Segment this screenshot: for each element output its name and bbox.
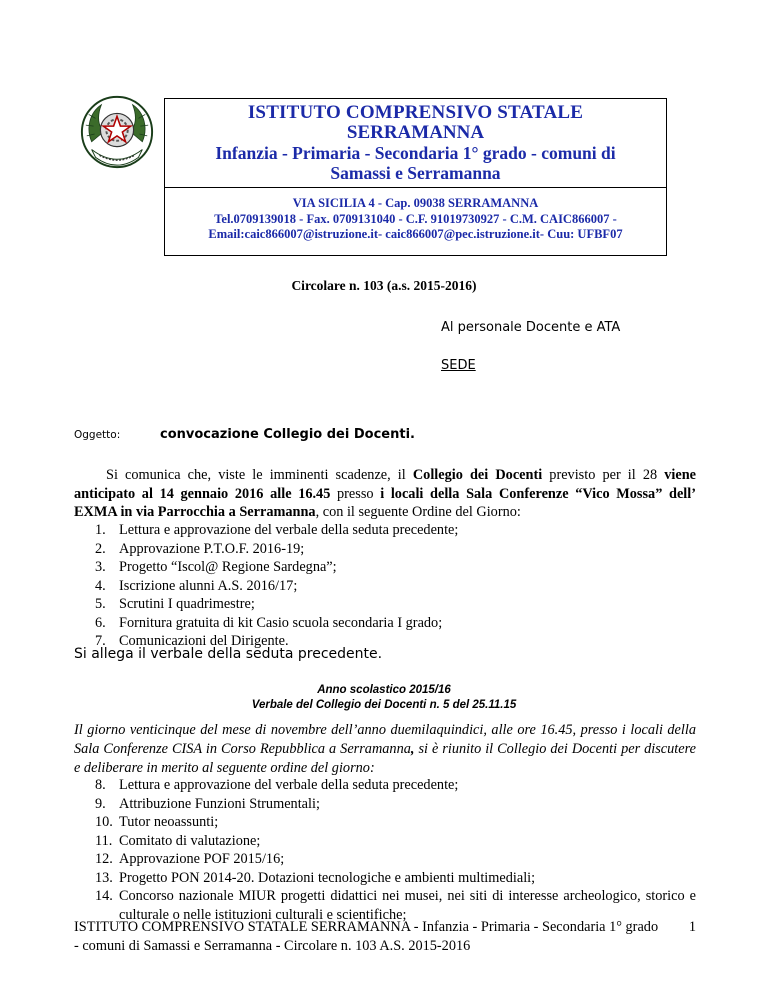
attachment-note: Si allega il verbale della seduta precedente. xyxy=(74,646,383,662)
oggetto-text: convocazione Collegio dei Docenti. xyxy=(160,427,415,442)
verbale-year: Anno scolastico 2015/16 xyxy=(317,684,451,696)
list-item: 2. Approvazione P.T.O.F. 2016-19; xyxy=(95,540,305,557)
list-item: 11. Comitato di valutazione; xyxy=(95,832,261,849)
p1-location: i locali della Sala Conferenze “Vico Mossa” dell’ EXMA in via Parrocchia a Serramanna xyxy=(74,485,696,520)
school-levels-line: Infanzia - Primaria - Secondaria 1° grado - comuni di xyxy=(215,143,616,163)
circolare-number: Circolare n. 103 (a.s. 2015-2016) xyxy=(291,278,477,293)
list-item: 4. Iscrizione alunni A.S. 2016/17; xyxy=(95,577,298,594)
list-item: 9. Attribuzione Funzioni Strumentali; xyxy=(95,795,320,812)
footer-text: ISTITUTO COMPRENSIVO STATALE SERRAMANNA - Infanzia - Primaria - Secondaria 1° grado - comuni di Samassi e Serramanna - Circolare n. 103 A.S. 2015-2016 xyxy=(74,919,659,954)
p1-collegio: Collegio dei Docenti xyxy=(412,467,543,483)
list-item: 8. Lettura e approvazione del verbale della seduta precedente; xyxy=(95,777,459,793)
list-item: 14. Concorso nazionale MIUR progetti didattici nei musei, nei siti di interesse archeologico, storico e culturale o nelle istituzioni culturali e scientifiche; xyxy=(95,888,696,923)
school-header xyxy=(164,98,667,256)
p1-text-g: , con il seguente Ordine del Giorno: xyxy=(315,504,521,520)
list-item: 5. Scrutini I quadrimestre; xyxy=(95,596,255,612)
list-item: 6. Fornitura gratuita di kit Casio scuola secondaria I grado; xyxy=(95,614,443,631)
school-emails: Email:caic866007@istruzione.it- caic866007@pec.istruzione.it- Cuu: UFBF07 xyxy=(208,227,623,241)
list-item: 1. Lettura e approvazione del verbale della seduta precedente; xyxy=(95,522,459,538)
school-phone-codes: Tel.0709139018 - Fax. 0709131040 - C.F. 91019730927 - C.M. CAIC866007 - xyxy=(214,211,617,226)
list-item: 7. Comunicazioni del Dirigente. xyxy=(95,633,289,649)
convocation-paragraph xyxy=(74,466,696,522)
list-item: 13. Progetto PON 2014-20. Dotazioni tecnologiche e ambienti multimediali; xyxy=(95,869,536,886)
p1-text-e: presso xyxy=(330,485,381,502)
verbale-agenda-list xyxy=(95,776,696,924)
oggetto-label: Oggetto: xyxy=(74,429,121,441)
recipient-line: Al personale Docente e ATA xyxy=(441,320,621,335)
verbale-number: Verbale del Collegio dei Docenti n. 5 del 25.11.15 xyxy=(251,699,517,711)
school-name-line1: ISTITUTO COMPRENSIVO STATALE xyxy=(247,102,584,123)
verbale-title xyxy=(0,683,768,713)
italian-republic-emblem-icon xyxy=(78,93,156,171)
sede-line: SEDE xyxy=(441,358,476,373)
p1-date: viene anticipato al 14 gennaio 2016 alle 16.45 xyxy=(74,467,696,502)
school-contacts-block xyxy=(165,188,666,243)
verbale-intro: Il giorno venticinque del mese di novembre dell’anno duemilaquindici, alle ore 16.45, presso i locali della Sala Conferenze CISA in Corso Repubblica a Serramanna, si è riunito il Collegio dei Docenti per discutere e deliberare in merito al seguente ordine del giorno: xyxy=(74,722,696,776)
page-footer xyxy=(74,918,696,955)
p1-text-c: previsto per il 28 xyxy=(542,467,665,483)
agenda-list xyxy=(95,521,458,651)
school-name-block xyxy=(165,99,666,188)
school-name-line2: SERRAMANNA xyxy=(346,122,485,143)
p1-text-a: Si comunica che, viste le imminenti scadenze, il xyxy=(106,467,413,483)
school-towns-line: Samassi e Serramanna xyxy=(330,163,501,183)
list-item: 3. Progetto “Iscol@ Regione Sardegna”; xyxy=(95,559,337,575)
list-item: 10. Tutor neoassunti; xyxy=(95,814,219,830)
list-item: 12. Approvazione POF 2015/16; xyxy=(95,851,285,867)
school-address: VIA SICILIA 4 - Cap. 09038 SERRAMANNA xyxy=(292,196,539,210)
page-number: 1 xyxy=(688,919,696,935)
